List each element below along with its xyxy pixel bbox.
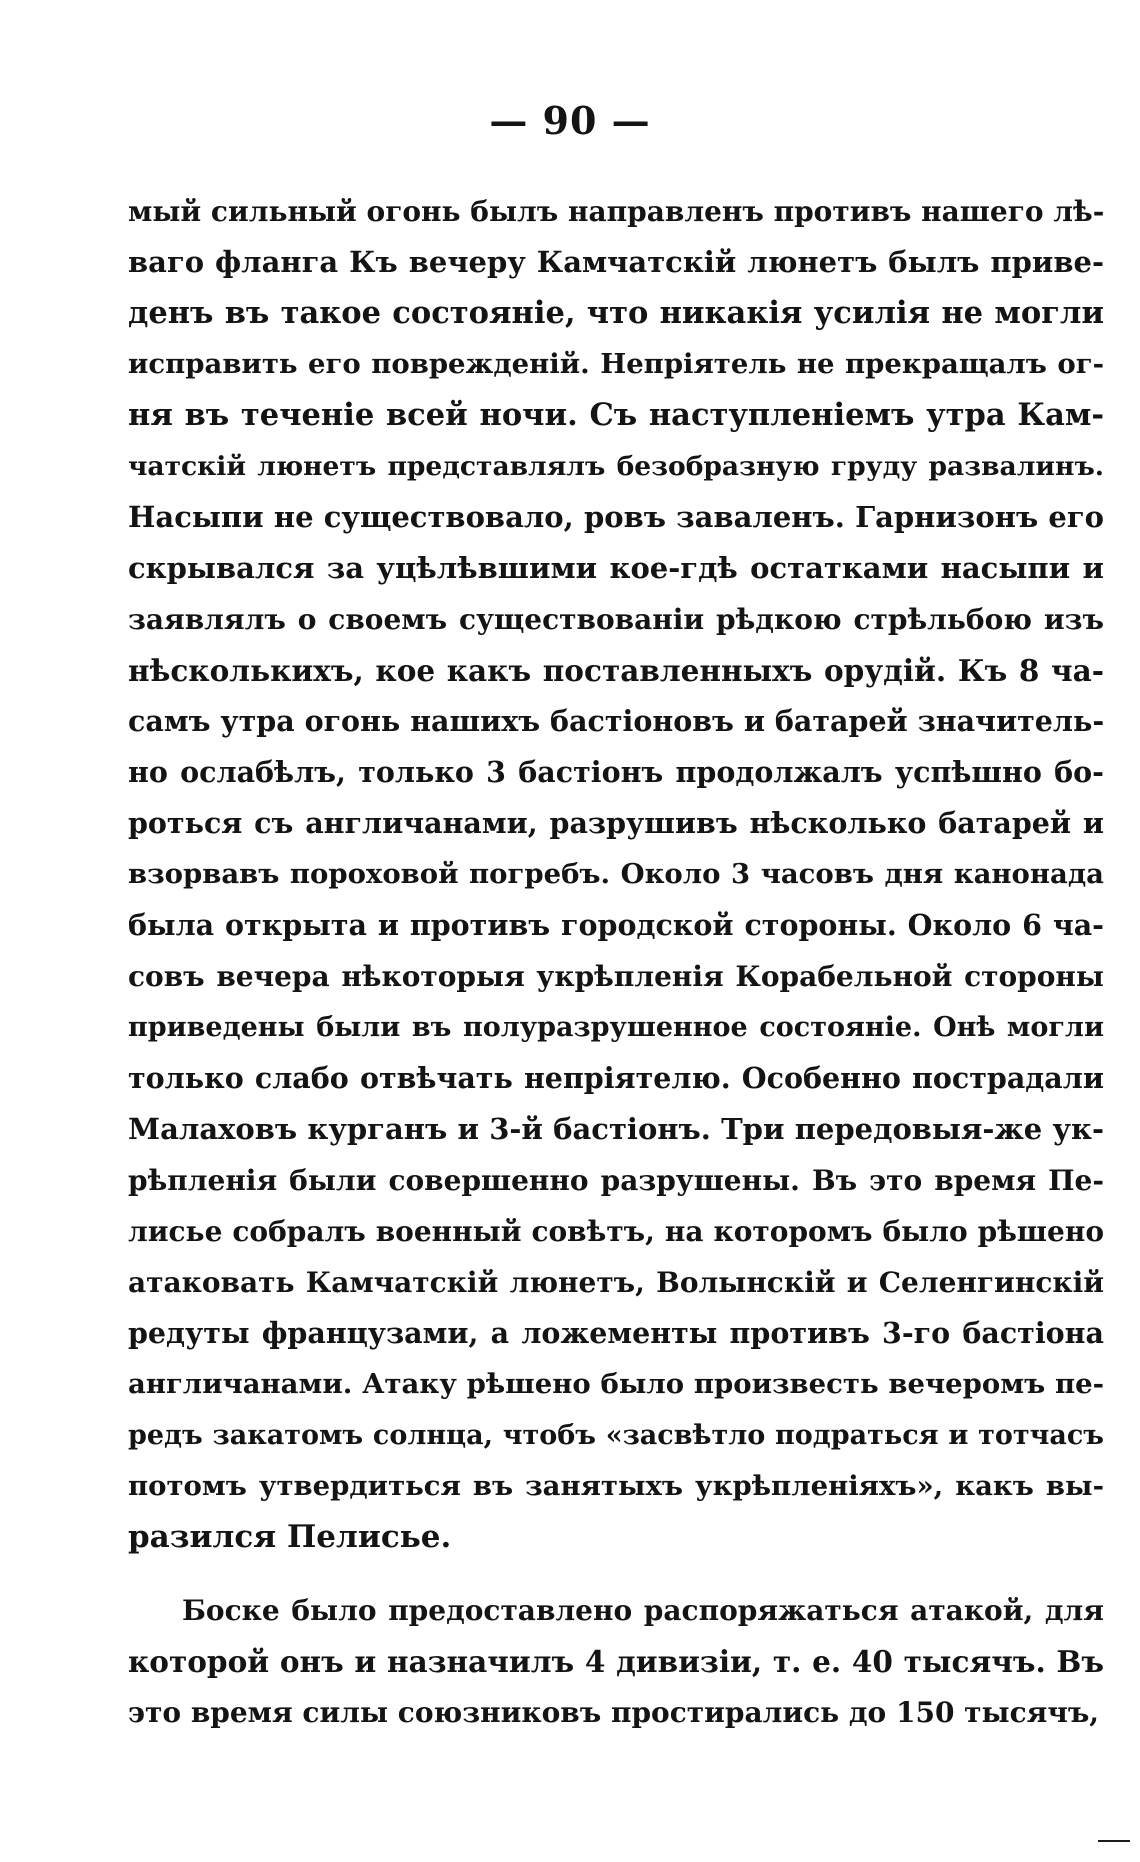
text-line: рѣпленія были совершенно разрушены. Въ это время Пе- bbox=[128, 1164, 1104, 1197]
text-line: самъ утра огонь нашихъ бастіоновъ и батарей значитель- bbox=[128, 704, 1105, 738]
paragraph-gap bbox=[128, 1563, 1104, 1585]
text-line: редъ закатомъ солнца, чтобъ «засвѣтло подраться и тотчасъ bbox=[128, 1420, 1104, 1451]
text-line: исправить его поврежденій. Непріятель не прекращалъ ог- bbox=[128, 348, 1104, 380]
text-line: ня въ теченіе всей ночи. Съ наступленіемъ утра Кам- bbox=[128, 397, 1104, 433]
text-line: ваго фланга Къ вечеру Камчатскій люнетъ былъ приве- bbox=[128, 245, 1104, 279]
text-line: была открыта и противъ городской стороны. Около 6 ча- bbox=[128, 908, 1104, 942]
text-line: совъ вечера нѣкоторыя укрѣпленія Корабельной стороны bbox=[128, 960, 1104, 993]
page-number: — 90 — bbox=[489, 98, 651, 143]
text-line: денъ въ такое состояніе, что никакія усилія не могли bbox=[128, 295, 1104, 331]
text-line: только слабо отвѣчать непріятелю. Особенно пострадали bbox=[128, 1061, 1104, 1095]
text-line: нѣсколькихъ, кое какъ поставленныхъ орудій. Къ 8 ча- bbox=[128, 653, 1104, 688]
text-line: лисье собралъ военный совѣтъ, на которомъ было рѣшено bbox=[128, 1215, 1104, 1248]
text-line: это время силы союзниковъ простирались до 150 тысячъ, bbox=[128, 1696, 1100, 1729]
text-line: чатскій люнетъ представлялъ безобразную груду развалинъ. bbox=[128, 451, 1104, 482]
text-line: потомъ утвердиться въ занятыхъ укрѣпленіяхъ», какъ вы- bbox=[128, 1470, 1104, 1502]
body-text bbox=[128, 186, 1104, 1738]
text-line: скрывался за уцѣлѣвшими кое-гдѣ остатками насыпи и bbox=[128, 551, 1104, 585]
paragraph-1 bbox=[128, 186, 1104, 1563]
text-line: разился Пелисье. bbox=[128, 1519, 452, 1555]
text-line: заявлялъ о своемъ существованіи рѣдкою стрѣльбою изъ bbox=[128, 603, 1104, 636]
text-line: но ослабѣлъ, только 3 бастіонъ продолжалъ успѣшно бо- bbox=[128, 755, 1104, 789]
text-line: атаковать Камчатскій люнетъ, Волынскій и Селенгинскій bbox=[128, 1266, 1104, 1299]
text-line: редуты французами, а ложементы противъ 3-го бастіона bbox=[128, 1316, 1104, 1350]
corner-dash-mark bbox=[1098, 1840, 1130, 1842]
text-line: Насыпи не существовало, ровъ заваленъ. Гарнизонъ его bbox=[128, 500, 1104, 534]
text-line: которой онъ и назначилъ 4 дивизіи, т. е. 40 тысячъ. Въ bbox=[128, 1644, 1104, 1679]
text-line: роться съ англичанами, разрушивъ нѣсколько батарей и bbox=[128, 806, 1104, 840]
paragraph-2 bbox=[128, 1585, 1104, 1738]
text-line: Малаховъ курганъ и 3-й бастіонъ. Три передовыя-же ук- bbox=[128, 1112, 1104, 1146]
text-line: англичанами. Атаку рѣшено было произвесть вечеромъ пе- bbox=[128, 1368, 1104, 1400]
text-line: приведены были въ полуразрушенное состояніе. Онѣ могли bbox=[128, 1012, 1104, 1043]
text-line: Боске было предоставлено распоряжаться атакой, для bbox=[182, 1594, 1104, 1627]
text-line: мый сильный огонь былъ направленъ противъ нашего лѣ- bbox=[128, 195, 1105, 228]
text-line: взорвавъ пороховой погребъ. Около 3 часовъ дня канонада bbox=[128, 858, 1104, 890]
